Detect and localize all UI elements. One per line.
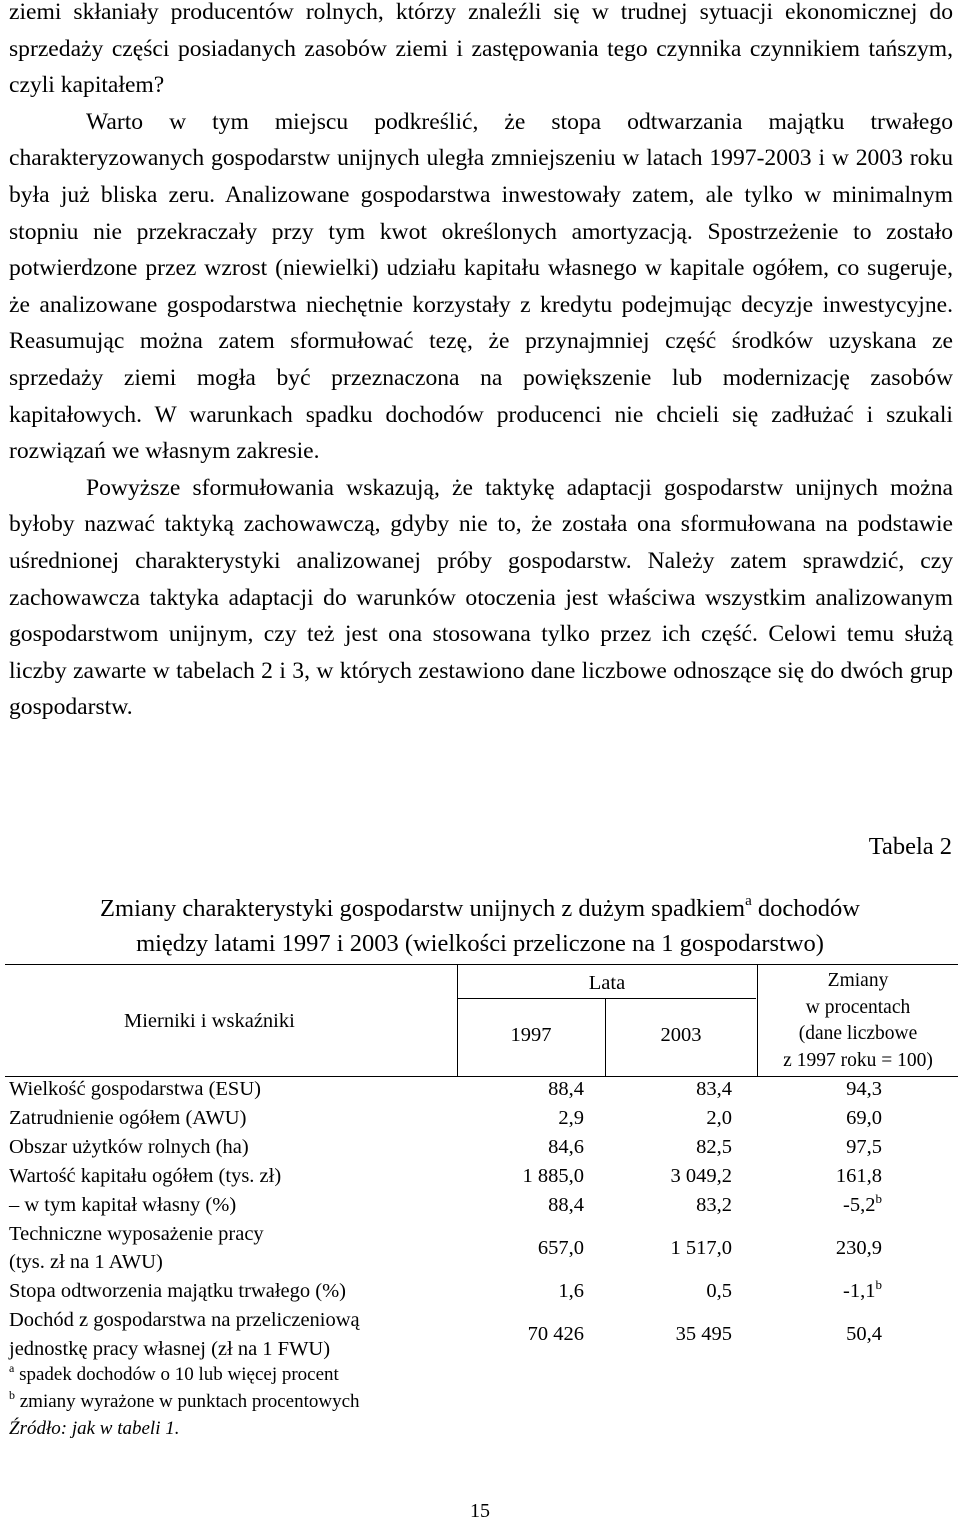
table-title-text: dochodów [751,895,860,922]
value-change: 94,3 [846,1078,882,1100]
header-year-2003: 2003 [660,1024,702,1046]
value-1997: 70 426 [527,1323,584,1345]
row-label: Obszar użytków rolnych (ha) [9,1136,249,1158]
value-1997: 1 885,0 [522,1165,584,1187]
value-2003: 1 517,0 [670,1237,732,1259]
value-change-number: -1,1 [843,1280,876,1302]
table-row [0,1306,960,1366]
value-change-number: -5,2 [843,1194,876,1216]
value-2003: 35 495 [675,1323,732,1345]
value-2003: 83,2 [696,1194,732,1216]
value-2003: 0,5 [706,1280,732,1302]
value-2003: 3 049,2 [670,1165,732,1187]
value-change: 50,4 [846,1323,882,1345]
footnote-marker: b [875,1277,882,1292]
header-change-line: Zmiany [827,970,889,991]
footnote-marker: a [745,893,752,909]
row-label: Zatrudnienie ogółem (AWU) [9,1107,247,1129]
table-top-rule [5,964,958,965]
value-change: 97,5 [846,1136,882,1158]
value-1997: 2,9 [558,1107,584,1129]
header-change-line: (dane liczbowe [798,1023,918,1044]
row-label: Wielkość gospodarstwa (ESU) [9,1078,261,1100]
value-1997: 88,4 [548,1194,584,1216]
table-title-text: Zmiany charakterystyki gospodarstw unijnych z dużym spadkiem [100,895,746,922]
value-2003: 2,0 [706,1107,732,1129]
table-title-line-1 [0,891,960,926]
footnote-text: zmiany wyrażone w punktach procentowych [15,1391,360,1412]
header-change [758,968,958,1074]
value-change: 230,9 [835,1237,882,1259]
footnote-marker: b [9,1388,15,1402]
header-change-line: w procentach [805,996,911,1018]
value-1997: 84,6 [548,1136,584,1158]
row-label: Wartość kapitału ogółem (tys. zł) [9,1165,282,1187]
value-change: 69,0 [846,1107,882,1129]
paragraph: ziemi skłaniały producentów rolnych, którzy znaleźli się w trudnej sytuacji ekonomicznej do sprzedaży części posiadanych zasobów ziemi i zastępowania tego czynnika czynnikiem tańszym, czyli kapitałem? [9,0,953,99]
header-year-1997: 1997 [510,1024,552,1046]
row-label: – w tym kapitał własny (%) [9,1194,237,1216]
value-change: 161,8 [835,1165,882,1187]
footnote-a [9,1362,339,1388]
table-title [0,891,960,961]
value-1997: 88,4 [548,1078,584,1100]
years-header-rule [457,998,756,999]
footnote-b [9,1389,360,1415]
row-label: (tys. zł na 1 AWU) [9,1251,163,1273]
value-2003: 82,5 [696,1136,732,1158]
value-change [843,1277,882,1307]
header-change-line: z 1997 roku = 100) [783,1049,933,1071]
value-2003: 83,4 [696,1078,732,1100]
row-label: Stopa odtworzenia majątku trwałego (%) [9,1280,346,1302]
footnote-marker: b [875,1191,882,1206]
table-row [0,1220,960,1280]
row-label: Techniczne wyposażenie pracy [9,1223,264,1245]
header-years: Lata [588,972,626,994]
row-label: jednostkę pracy własnej (zł na 1 FWU) [9,1338,331,1360]
table-title-line-2: między latami 1997 i 2003 (wielkości przeliczone na 1 gospodarstwo) [136,930,824,957]
value-1997: 657,0 [537,1237,584,1259]
paragraph: Powyższe sformułowania wskazują, że taktykę adaptacji gospodarstw unijnych można byłoby nazwać taktyką zachowawczą, gdyby nie to, że została ona sformułowana na podstawie uśrednionej charakterystyki analizowanej próby gospodarstw. Należy zatem sprawdzić, czy zachowawcza taktyka adaptacji do warunków otoczenia jest właściwa wszystkim analizowanym gospodarstwom unijnym, czy też jest ona stosowana tylko przez ich część. Celowi temu służą liczby zawarte w tabelach 2 i 3, w których zestawiono dane liczbowe odnoszące się do dwóch grup gospodarstw. [9,474,953,721]
value-change [843,1191,882,1221]
table-source: Źródło: jak w tabeli 1. [9,1418,180,1439]
table-label: Tabela 2 [868,833,952,860]
body-text [9,0,953,726]
footnote-marker: a [9,1361,15,1375]
page-number: 15 [470,1500,490,1522]
footnote-text: spadek dochodów o 10 lub więcej procent [14,1364,339,1385]
row-label: Dochód z gospodarstwa na przeliczeniową [9,1309,360,1331]
header-indicators: Mierniki i wskaźniki [124,1010,295,1032]
paragraph: Warto w tym miejscu podkreślić, że stopa odtwarzania majątku trwałego charakteryzowanych gospodarstw unijnych uległa zmniejszeniu w latach 1997-2003 i w 2003 roku była już bliska zeru. Analizowane gospodarstwa inwestowały zatem, ale tylko w minimalnym stopniu nie przekraczały przy tym kwot określonych amortyzacją. Spostrzeżenie to zostało potwierdzone przez wzrost (niewielki) udziału kapitału własnego w kapitale ogółem, co sugeruje, że analizowane gospodarstwa niechętnie korzystały z kredytu podejmując decyzje inwestycyjne. Reasumując można zatem sformułować tezę, że przynajmniej część środków uzyskana ze sprzedaży ziemi mogła być przeznaczona na powiększenie lub modernizację zasobów kapitałowych. W warunkach spadku dochodów producenci nie chcieli się zadłużać i szukali rozwiązań we własnym zakresie. [9,108,953,465]
value-1997: 1,6 [558,1280,584,1302]
